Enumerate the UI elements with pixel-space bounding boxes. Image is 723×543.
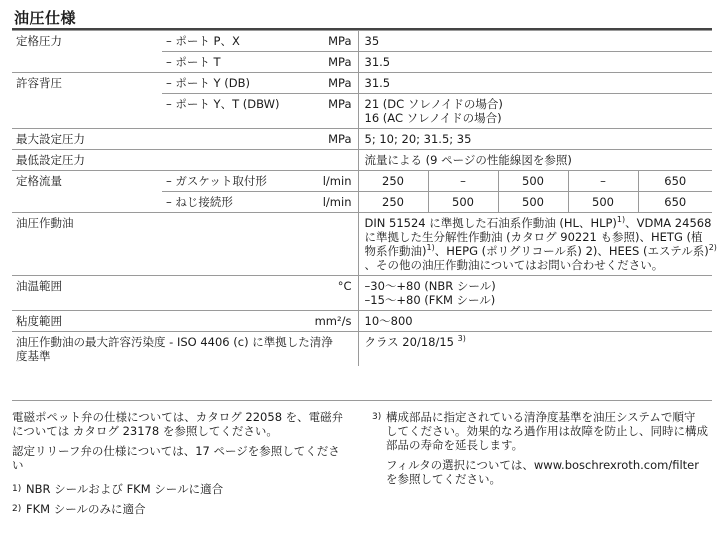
note-paragraph: 電磁ポペット弁の仕様については、カタログ 22058 を、電磁弁 については カタログ 23178 を参照してください。 [12, 410, 344, 438]
flow-cell: 500 [498, 192, 568, 213]
row-value: 5; 10; 20; 31.5; 35 [358, 129, 712, 150]
row-value [358, 276, 712, 311]
row-sublabel: – ガスケット取付形 [162, 171, 306, 192]
table-bottom-rule [12, 400, 712, 401]
row-label: 油圧作動油 [12, 213, 306, 276]
value-line: DIN 51524 に準拠した石油系作動油 (HL、HLP)$^{1)}$、VDMA 24568 [364, 215, 712, 230]
flow-cell: 500 [428, 192, 498, 213]
row-sublabel: – ポート Y、T (DBW) [162, 94, 306, 129]
footnote-1: 1) NBR シールおよび FKM シールに適合 [12, 482, 224, 496]
row-value: 35 [358, 31, 712, 52]
hydraulic-spec-table [12, 30, 717, 366]
row-value: 31.5 [358, 73, 712, 94]
flow-cell: 500 [568, 192, 638, 213]
row-label: 定格流量 [12, 171, 162, 192]
flow-cell: 250 [358, 171, 428, 192]
row-value: クラス 20/18/15 $^{3)}$ [358, 332, 712, 367]
value-line: 、その他の油圧作動油についてはお問い合わせください。 [364, 258, 664, 272]
table-row-back-pressure-y [12, 73, 712, 94]
value-line: に準拠した生分解性作動油 (カタログ 90221 も参照)、HETG (植 [364, 230, 703, 244]
row-value [358, 94, 712, 129]
flow-cell: – [428, 171, 498, 192]
table-row-back-pressure-yt [12, 94, 712, 129]
value-line: –15〜+80 (FKM シール) [364, 293, 496, 307]
row-value: 31.5 [358, 52, 712, 73]
footnote-3: 3) 構成部品に指定されている清浄度基準を油圧システムで順守 してください。効果的なろ過作用は故障を防止し、同時に構成 部品の寿命を延長します。 フィルタの選択については、www.boschrexroth.com/filter を参照してください。 [372, 410, 708, 486]
row-sublabel: – ポート Y (DB) [162, 73, 306, 94]
table-row-max-set-pressure [12, 129, 712, 150]
row-unit: MPa [306, 129, 358, 150]
row-sublabel: – ポート P、X [162, 31, 306, 52]
flow-cell: 650 [638, 192, 712, 213]
row-unit: MPa [306, 31, 358, 52]
row-unit: MPa [306, 73, 358, 94]
table-row-hydraulic-fluid [12, 213, 712, 276]
row-label: 最低設定圧力 [12, 150, 306, 171]
table-row-rated-flow-gasket [12, 171, 712, 192]
notes-left [12, 410, 352, 516]
footnote-2: 2) FKM シールのみに適合 [12, 502, 146, 516]
row-unit: mm²/s [306, 311, 358, 332]
row-label: 粘度範囲 [12, 311, 306, 332]
row-unit: l/min [306, 192, 358, 213]
row-value: 流量による (9 ページの性能線図を参照) [358, 150, 712, 171]
row-value [358, 213, 717, 276]
table-row-fluid-temperature [12, 276, 712, 311]
value-line: 21 (DC ソレノイドの場合) [364, 97, 503, 111]
table-row-min-set-pressure [12, 150, 712, 171]
table-row-viscosity [12, 311, 712, 332]
value-line: –30〜+80 (NBR シール) [364, 279, 496, 293]
flow-cell: 250 [358, 192, 428, 213]
row-unit: MPa [306, 94, 358, 129]
notes-right [372, 410, 712, 486]
row-label: 最大設定圧力 [12, 129, 306, 150]
row-sublabel: – ポート T [162, 52, 306, 73]
table-row-rated-pressure-t [12, 52, 712, 73]
row-label: 油温範囲 [12, 276, 306, 311]
row-unit: l/min [306, 171, 358, 192]
row-unit: MPa [306, 52, 358, 73]
value-line: 16 (AC ソレノイドの場合) [364, 111, 502, 125]
row-value: 10〜800 [358, 311, 712, 332]
row-sublabel: – ねじ接続形 [162, 192, 306, 213]
table-row-contamination [12, 332, 712, 367]
value-line: 物系作動油)$^{1)}$、HEPG (ポリグリコール系) 2)、HEES (エステル系)$^{2)}$ [364, 243, 717, 258]
note-paragraph: 認定リリーフ弁の仕様については、17 ページを参照してくださ い [12, 444, 340, 472]
row-label: 油圧作動油の最大許容汚染度 - ISO 4406 (c) に準拠した清浄 度基準 [12, 332, 358, 367]
row-unit: °C [306, 276, 358, 311]
row-label: 許容背圧 [12, 73, 162, 94]
section-title: 油圧仕様 [14, 9, 77, 27]
table-row-rated-pressure-px [12, 31, 712, 52]
flow-cell: 500 [498, 171, 568, 192]
table-row-rated-flow-threaded [12, 192, 712, 213]
flow-cell: 650 [638, 171, 712, 192]
flow-cell: – [568, 171, 638, 192]
row-label: 定格圧力 [12, 31, 162, 52]
